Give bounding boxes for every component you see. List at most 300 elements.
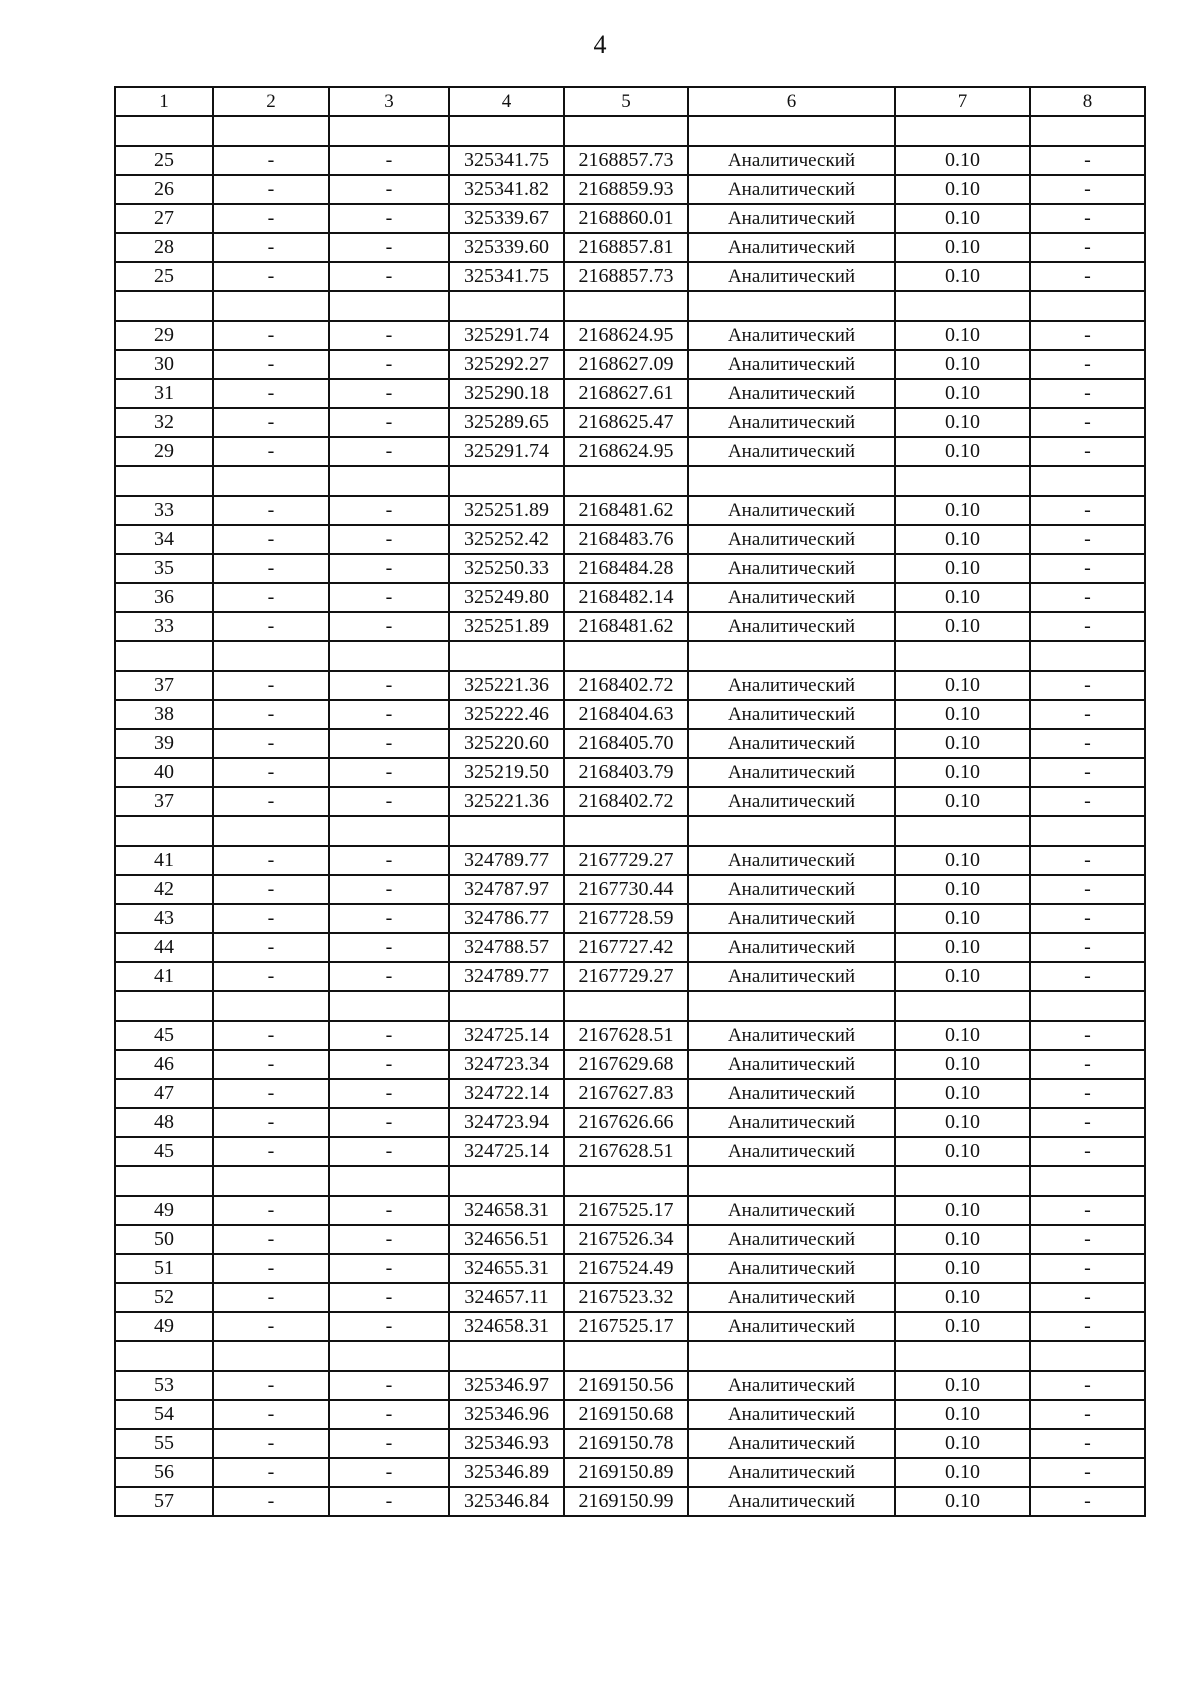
- col2-cell: -: [213, 437, 329, 466]
- y-coordinate-cell: 2168860.01: [564, 204, 688, 233]
- x-coordinate-cell: 325251.89: [449, 496, 564, 525]
- col8-cell: -: [1030, 1254, 1145, 1283]
- empty-cell: [115, 1166, 213, 1196]
- method-cell: Аналитический: [688, 1429, 895, 1458]
- table-row: [115, 1225, 1145, 1254]
- col3-cell: -: [329, 1225, 449, 1254]
- col2-cell: -: [213, 962, 329, 991]
- col2-cell: -: [213, 262, 329, 291]
- col3-cell: -: [329, 175, 449, 204]
- empty-cell: [564, 991, 688, 1021]
- col2-cell: -: [213, 1225, 329, 1254]
- accuracy-cell: 0.10: [895, 554, 1030, 583]
- table-row: [115, 525, 1145, 554]
- col3-cell: -: [329, 846, 449, 875]
- table-row: [115, 787, 1145, 816]
- y-coordinate-cell: 2167730.44: [564, 875, 688, 904]
- point-number-cell: 46: [115, 1050, 213, 1079]
- x-coordinate-cell: 325346.93: [449, 1429, 564, 1458]
- x-coordinate-cell: 324789.77: [449, 962, 564, 991]
- column-header-7: 7: [895, 87, 1030, 116]
- table-row: [115, 350, 1145, 379]
- x-coordinate-cell: 325249.80: [449, 583, 564, 612]
- table-row: [115, 846, 1145, 875]
- accuracy-cell: 0.10: [895, 379, 1030, 408]
- x-coordinate-cell: 325339.67: [449, 204, 564, 233]
- col2-cell: -: [213, 1312, 329, 1341]
- table-row: [115, 1371, 1145, 1400]
- col2-cell: -: [213, 933, 329, 962]
- y-coordinate-cell: 2168404.63: [564, 700, 688, 729]
- y-coordinate-cell: 2167526.34: [564, 1225, 688, 1254]
- y-coordinate-cell: 2168857.73: [564, 262, 688, 291]
- empty-cell: [449, 816, 564, 846]
- empty-cell: [329, 1341, 449, 1371]
- col8-cell: -: [1030, 1137, 1145, 1166]
- method-cell: Аналитический: [688, 1079, 895, 1108]
- accuracy-cell: 0.10: [895, 1371, 1030, 1400]
- point-number-cell: 45: [115, 1137, 213, 1166]
- x-coordinate-cell: 325341.75: [449, 262, 564, 291]
- table-row: [115, 1108, 1145, 1137]
- accuracy-cell: 0.10: [895, 321, 1030, 350]
- point-number-cell: 48: [115, 1108, 213, 1137]
- accuracy-cell: 0.10: [895, 1487, 1030, 1516]
- empty-cell: [329, 991, 449, 1021]
- method-cell: Аналитический: [688, 671, 895, 700]
- empty-cell: [213, 641, 329, 671]
- col8-cell: -: [1030, 1429, 1145, 1458]
- empty-cell: [688, 466, 895, 496]
- x-coordinate-cell: 324723.94: [449, 1108, 564, 1137]
- col2-cell: -: [213, 875, 329, 904]
- col8-cell: -: [1030, 408, 1145, 437]
- point-number-cell: 47: [115, 1079, 213, 1108]
- empty-cell: [213, 116, 329, 146]
- col3-cell: -: [329, 146, 449, 175]
- empty-cell: [895, 116, 1030, 146]
- method-cell: Аналитический: [688, 1254, 895, 1283]
- col3-cell: -: [329, 729, 449, 758]
- col8-cell: -: [1030, 1079, 1145, 1108]
- method-cell: Аналитический: [688, 612, 895, 641]
- table-row: [115, 1312, 1145, 1341]
- x-coordinate-cell: 325219.50: [449, 758, 564, 787]
- empty-cell: [115, 991, 213, 1021]
- accuracy-cell: 0.10: [895, 1108, 1030, 1137]
- method-cell: Аналитический: [688, 175, 895, 204]
- empty-cell: [329, 816, 449, 846]
- col2-cell: -: [213, 379, 329, 408]
- accuracy-cell: 0.10: [895, 875, 1030, 904]
- empty-cell: [564, 466, 688, 496]
- y-coordinate-cell: 2167628.51: [564, 1021, 688, 1050]
- x-coordinate-cell: 325220.60: [449, 729, 564, 758]
- col2-cell: -: [213, 1079, 329, 1108]
- empty-cell: [1030, 991, 1145, 1021]
- col8-cell: -: [1030, 612, 1145, 641]
- col8-cell: -: [1030, 1283, 1145, 1312]
- table-row: [115, 408, 1145, 437]
- point-number-cell: 36: [115, 583, 213, 612]
- col2-cell: -: [213, 204, 329, 233]
- accuracy-cell: 0.10: [895, 233, 1030, 262]
- col3-cell: -: [329, 1458, 449, 1487]
- method-cell: Аналитический: [688, 1283, 895, 1312]
- method-cell: Аналитический: [688, 1400, 895, 1429]
- empty-cell: [1030, 291, 1145, 321]
- x-coordinate-cell: 325289.65: [449, 408, 564, 437]
- col2-cell: -: [213, 787, 329, 816]
- method-cell: Аналитический: [688, 408, 895, 437]
- x-coordinate-cell: 324789.77: [449, 846, 564, 875]
- y-coordinate-cell: 2169150.78: [564, 1429, 688, 1458]
- x-coordinate-cell: 325291.74: [449, 437, 564, 466]
- point-number-cell: 31: [115, 379, 213, 408]
- method-cell: Аналитический: [688, 700, 895, 729]
- x-coordinate-cell: 325341.82: [449, 175, 564, 204]
- accuracy-cell: 0.10: [895, 262, 1030, 291]
- col3-cell: -: [329, 350, 449, 379]
- accuracy-cell: 0.10: [895, 146, 1030, 175]
- col2-cell: -: [213, 612, 329, 641]
- y-coordinate-cell: 2168859.93: [564, 175, 688, 204]
- x-coordinate-cell: 325221.36: [449, 671, 564, 700]
- method-cell: Аналитический: [688, 583, 895, 612]
- empty-cell: [688, 641, 895, 671]
- method-cell: Аналитический: [688, 875, 895, 904]
- col8-cell: -: [1030, 1225, 1145, 1254]
- point-number-cell: 27: [115, 204, 213, 233]
- empty-cell: [895, 1166, 1030, 1196]
- x-coordinate-cell: 325339.60: [449, 233, 564, 262]
- method-cell: Аналитический: [688, 262, 895, 291]
- empty-cell: [449, 991, 564, 1021]
- y-coordinate-cell: 2168625.47: [564, 408, 688, 437]
- method-cell: Аналитический: [688, 321, 895, 350]
- y-coordinate-cell: 2167727.42: [564, 933, 688, 962]
- point-number-cell: 40: [115, 758, 213, 787]
- empty-cell: [1030, 466, 1145, 496]
- empty-cell: [115, 816, 213, 846]
- col2-cell: -: [213, 729, 329, 758]
- point-number-cell: 54: [115, 1400, 213, 1429]
- table-row: [115, 1050, 1145, 1079]
- col2-cell: -: [213, 146, 329, 175]
- col3-cell: -: [329, 875, 449, 904]
- point-number-cell: 30: [115, 350, 213, 379]
- method-cell: Аналитический: [688, 379, 895, 408]
- col2-cell: -: [213, 583, 329, 612]
- column-header-4: 4: [449, 87, 564, 116]
- accuracy-cell: 0.10: [895, 787, 1030, 816]
- col2-cell: -: [213, 1108, 329, 1137]
- empty-cell: [213, 991, 329, 1021]
- point-number-cell: 53: [115, 1371, 213, 1400]
- column-header-1: 1: [115, 87, 213, 116]
- x-coordinate-cell: 325251.89: [449, 612, 564, 641]
- point-number-cell: 34: [115, 525, 213, 554]
- y-coordinate-cell: 2168627.09: [564, 350, 688, 379]
- column-header-8: 8: [1030, 87, 1145, 116]
- point-number-cell: 49: [115, 1312, 213, 1341]
- table-row: [115, 700, 1145, 729]
- point-number-cell: 28: [115, 233, 213, 262]
- col2-cell: -: [213, 1400, 329, 1429]
- accuracy-cell: 0.10: [895, 175, 1030, 204]
- y-coordinate-cell: 2167525.17: [564, 1196, 688, 1225]
- col2-cell: -: [213, 554, 329, 583]
- x-coordinate-cell: 325292.27: [449, 350, 564, 379]
- y-coordinate-cell: 2168857.73: [564, 146, 688, 175]
- empty-cell: [213, 1166, 329, 1196]
- point-number-cell: 39: [115, 729, 213, 758]
- method-cell: Аналитический: [688, 437, 895, 466]
- col2-cell: -: [213, 846, 329, 875]
- col8-cell: -: [1030, 787, 1145, 816]
- method-cell: Аналитический: [688, 846, 895, 875]
- x-coordinate-cell: 324725.14: [449, 1137, 564, 1166]
- point-number-cell: 25: [115, 262, 213, 291]
- col8-cell: -: [1030, 875, 1145, 904]
- col8-cell: -: [1030, 1458, 1145, 1487]
- col8-cell: -: [1030, 146, 1145, 175]
- accuracy-cell: 0.10: [895, 525, 1030, 554]
- x-coordinate-cell: 324723.34: [449, 1050, 564, 1079]
- accuracy-cell: 0.10: [895, 350, 1030, 379]
- col8-cell: -: [1030, 1196, 1145, 1225]
- point-number-cell: 42: [115, 875, 213, 904]
- col3-cell: -: [329, 700, 449, 729]
- x-coordinate-cell: 325346.96: [449, 1400, 564, 1429]
- table-row: [115, 554, 1145, 583]
- y-coordinate-cell: 2167728.59: [564, 904, 688, 933]
- empty-cell: [688, 816, 895, 846]
- coordinates-table: [114, 86, 1146, 1517]
- method-cell: Аналитический: [688, 204, 895, 233]
- y-coordinate-cell: 2168627.61: [564, 379, 688, 408]
- col8-cell: -: [1030, 496, 1145, 525]
- accuracy-cell: 0.10: [895, 1050, 1030, 1079]
- empty-cell: [1030, 1166, 1145, 1196]
- col8-cell: -: [1030, 671, 1145, 700]
- group-separator-row: [115, 116, 1145, 146]
- col3-cell: -: [329, 583, 449, 612]
- table-row: [115, 758, 1145, 787]
- col8-cell: -: [1030, 729, 1145, 758]
- table-row: [115, 321, 1145, 350]
- empty-cell: [688, 116, 895, 146]
- empty-cell: [895, 466, 1030, 496]
- y-coordinate-cell: 2167729.27: [564, 962, 688, 991]
- col3-cell: -: [329, 1050, 449, 1079]
- col3-cell: -: [329, 933, 449, 962]
- col3-cell: -: [329, 233, 449, 262]
- method-cell: Аналитический: [688, 146, 895, 175]
- col2-cell: -: [213, 758, 329, 787]
- col3-cell: -: [329, 437, 449, 466]
- accuracy-cell: 0.10: [895, 1254, 1030, 1283]
- col2-cell: -: [213, 1371, 329, 1400]
- table-row: [115, 1458, 1145, 1487]
- method-cell: Аналитический: [688, 1050, 895, 1079]
- y-coordinate-cell: 2168624.95: [564, 437, 688, 466]
- x-coordinate-cell: 324788.57: [449, 933, 564, 962]
- table-row: [115, 583, 1145, 612]
- group-separator-row: [115, 816, 1145, 846]
- empty-cell: [115, 1341, 213, 1371]
- accuracy-cell: 0.10: [895, 204, 1030, 233]
- column-header-6: 6: [688, 87, 895, 116]
- accuracy-cell: 0.10: [895, 408, 1030, 437]
- table-row: [115, 1021, 1145, 1050]
- x-coordinate-cell: 324658.31: [449, 1196, 564, 1225]
- col3-cell: -: [329, 787, 449, 816]
- col3-cell: -: [329, 612, 449, 641]
- accuracy-cell: 0.10: [895, 583, 1030, 612]
- accuracy-cell: 0.10: [895, 846, 1030, 875]
- empty-cell: [213, 1341, 329, 1371]
- col8-cell: -: [1030, 379, 1145, 408]
- empty-cell: [449, 1166, 564, 1196]
- col3-cell: -: [329, 1487, 449, 1516]
- accuracy-cell: 0.10: [895, 671, 1030, 700]
- x-coordinate-cell: 324656.51: [449, 1225, 564, 1254]
- col3-cell: -: [329, 1312, 449, 1341]
- col8-cell: -: [1030, 350, 1145, 379]
- method-cell: Аналитический: [688, 729, 895, 758]
- col3-cell: -: [329, 1400, 449, 1429]
- group-separator-row: [115, 466, 1145, 496]
- x-coordinate-cell: 325250.33: [449, 554, 564, 583]
- table-row: [115, 1254, 1145, 1283]
- col2-cell: -: [213, 1196, 329, 1225]
- y-coordinate-cell: 2168405.70: [564, 729, 688, 758]
- col8-cell: -: [1030, 1050, 1145, 1079]
- method-cell: Аналитический: [688, 904, 895, 933]
- accuracy-cell: 0.10: [895, 1429, 1030, 1458]
- col8-cell: -: [1030, 583, 1145, 612]
- y-coordinate-cell: 2168402.72: [564, 787, 688, 816]
- point-number-cell: 45: [115, 1021, 213, 1050]
- x-coordinate-cell: 324657.11: [449, 1283, 564, 1312]
- empty-cell: [329, 291, 449, 321]
- table-row: [115, 671, 1145, 700]
- col3-cell: -: [329, 496, 449, 525]
- point-number-cell: 37: [115, 671, 213, 700]
- point-number-cell: 25: [115, 146, 213, 175]
- col2-cell: -: [213, 233, 329, 262]
- y-coordinate-cell: 2168624.95: [564, 321, 688, 350]
- y-coordinate-cell: 2167628.51: [564, 1137, 688, 1166]
- col2-cell: -: [213, 496, 329, 525]
- empty-cell: [688, 1166, 895, 1196]
- col3-cell: -: [329, 1079, 449, 1108]
- empty-cell: [329, 641, 449, 671]
- accuracy-cell: 0.10: [895, 962, 1030, 991]
- empty-cell: [895, 991, 1030, 1021]
- col8-cell: -: [1030, 1487, 1145, 1516]
- method-cell: Аналитический: [688, 1137, 895, 1166]
- x-coordinate-cell: 325222.46: [449, 700, 564, 729]
- method-cell: Аналитический: [688, 1196, 895, 1225]
- page-number: 4: [593, 30, 607, 59]
- col3-cell: -: [329, 1283, 449, 1312]
- empty-cell: [895, 291, 1030, 321]
- col3-cell: -: [329, 1429, 449, 1458]
- empty-cell: [564, 116, 688, 146]
- point-number-cell: 56: [115, 1458, 213, 1487]
- col2-cell: -: [213, 1283, 329, 1312]
- accuracy-cell: 0.10: [895, 496, 1030, 525]
- y-coordinate-cell: 2168483.76: [564, 525, 688, 554]
- empty-cell: [564, 291, 688, 321]
- empty-cell: [895, 641, 1030, 671]
- empty-cell: [329, 466, 449, 496]
- method-cell: Аналитический: [688, 1108, 895, 1137]
- empty-cell: [1030, 816, 1145, 846]
- col2-cell: -: [213, 700, 329, 729]
- point-number-cell: 52: [115, 1283, 213, 1312]
- point-number-cell: 29: [115, 321, 213, 350]
- empty-cell: [1030, 116, 1145, 146]
- column-header-2: 2: [213, 87, 329, 116]
- col3-cell: -: [329, 408, 449, 437]
- y-coordinate-cell: 2167629.68: [564, 1050, 688, 1079]
- point-number-cell: 41: [115, 846, 213, 875]
- point-number-cell: 32: [115, 408, 213, 437]
- method-cell: Аналитический: [688, 933, 895, 962]
- group-separator-row: [115, 991, 1145, 1021]
- y-coordinate-cell: 2168484.28: [564, 554, 688, 583]
- col8-cell: -: [1030, 175, 1145, 204]
- table-row: [115, 233, 1145, 262]
- col8-cell: -: [1030, 1371, 1145, 1400]
- x-coordinate-cell: 325252.42: [449, 525, 564, 554]
- col2-cell: -: [213, 525, 329, 554]
- col3-cell: -: [329, 904, 449, 933]
- group-separator-row: [115, 1166, 1145, 1196]
- col8-cell: -: [1030, 233, 1145, 262]
- accuracy-cell: 0.10: [895, 904, 1030, 933]
- x-coordinate-cell: 324655.31: [449, 1254, 564, 1283]
- x-coordinate-cell: 325221.36: [449, 787, 564, 816]
- table-row: [115, 175, 1145, 204]
- y-coordinate-cell: 2168402.72: [564, 671, 688, 700]
- col3-cell: -: [329, 1196, 449, 1225]
- x-coordinate-cell: 324786.77: [449, 904, 564, 933]
- col8-cell: -: [1030, 1021, 1145, 1050]
- table-row: [115, 1137, 1145, 1166]
- table-row: [115, 1487, 1145, 1516]
- empty-cell: [329, 1166, 449, 1196]
- x-coordinate-cell: 325290.18: [449, 379, 564, 408]
- empty-cell: [115, 116, 213, 146]
- group-separator-row: [115, 291, 1145, 321]
- table-row: [115, 204, 1145, 233]
- empty-cell: [213, 466, 329, 496]
- table-row: [115, 962, 1145, 991]
- method-cell: Аналитический: [688, 1371, 895, 1400]
- x-coordinate-cell: 325341.75: [449, 146, 564, 175]
- y-coordinate-cell: 2169150.89: [564, 1458, 688, 1487]
- table-row: [115, 612, 1145, 641]
- accuracy-cell: 0.10: [895, 612, 1030, 641]
- method-cell: Аналитический: [688, 233, 895, 262]
- col2-cell: -: [213, 408, 329, 437]
- col3-cell: -: [329, 525, 449, 554]
- empty-cell: [564, 641, 688, 671]
